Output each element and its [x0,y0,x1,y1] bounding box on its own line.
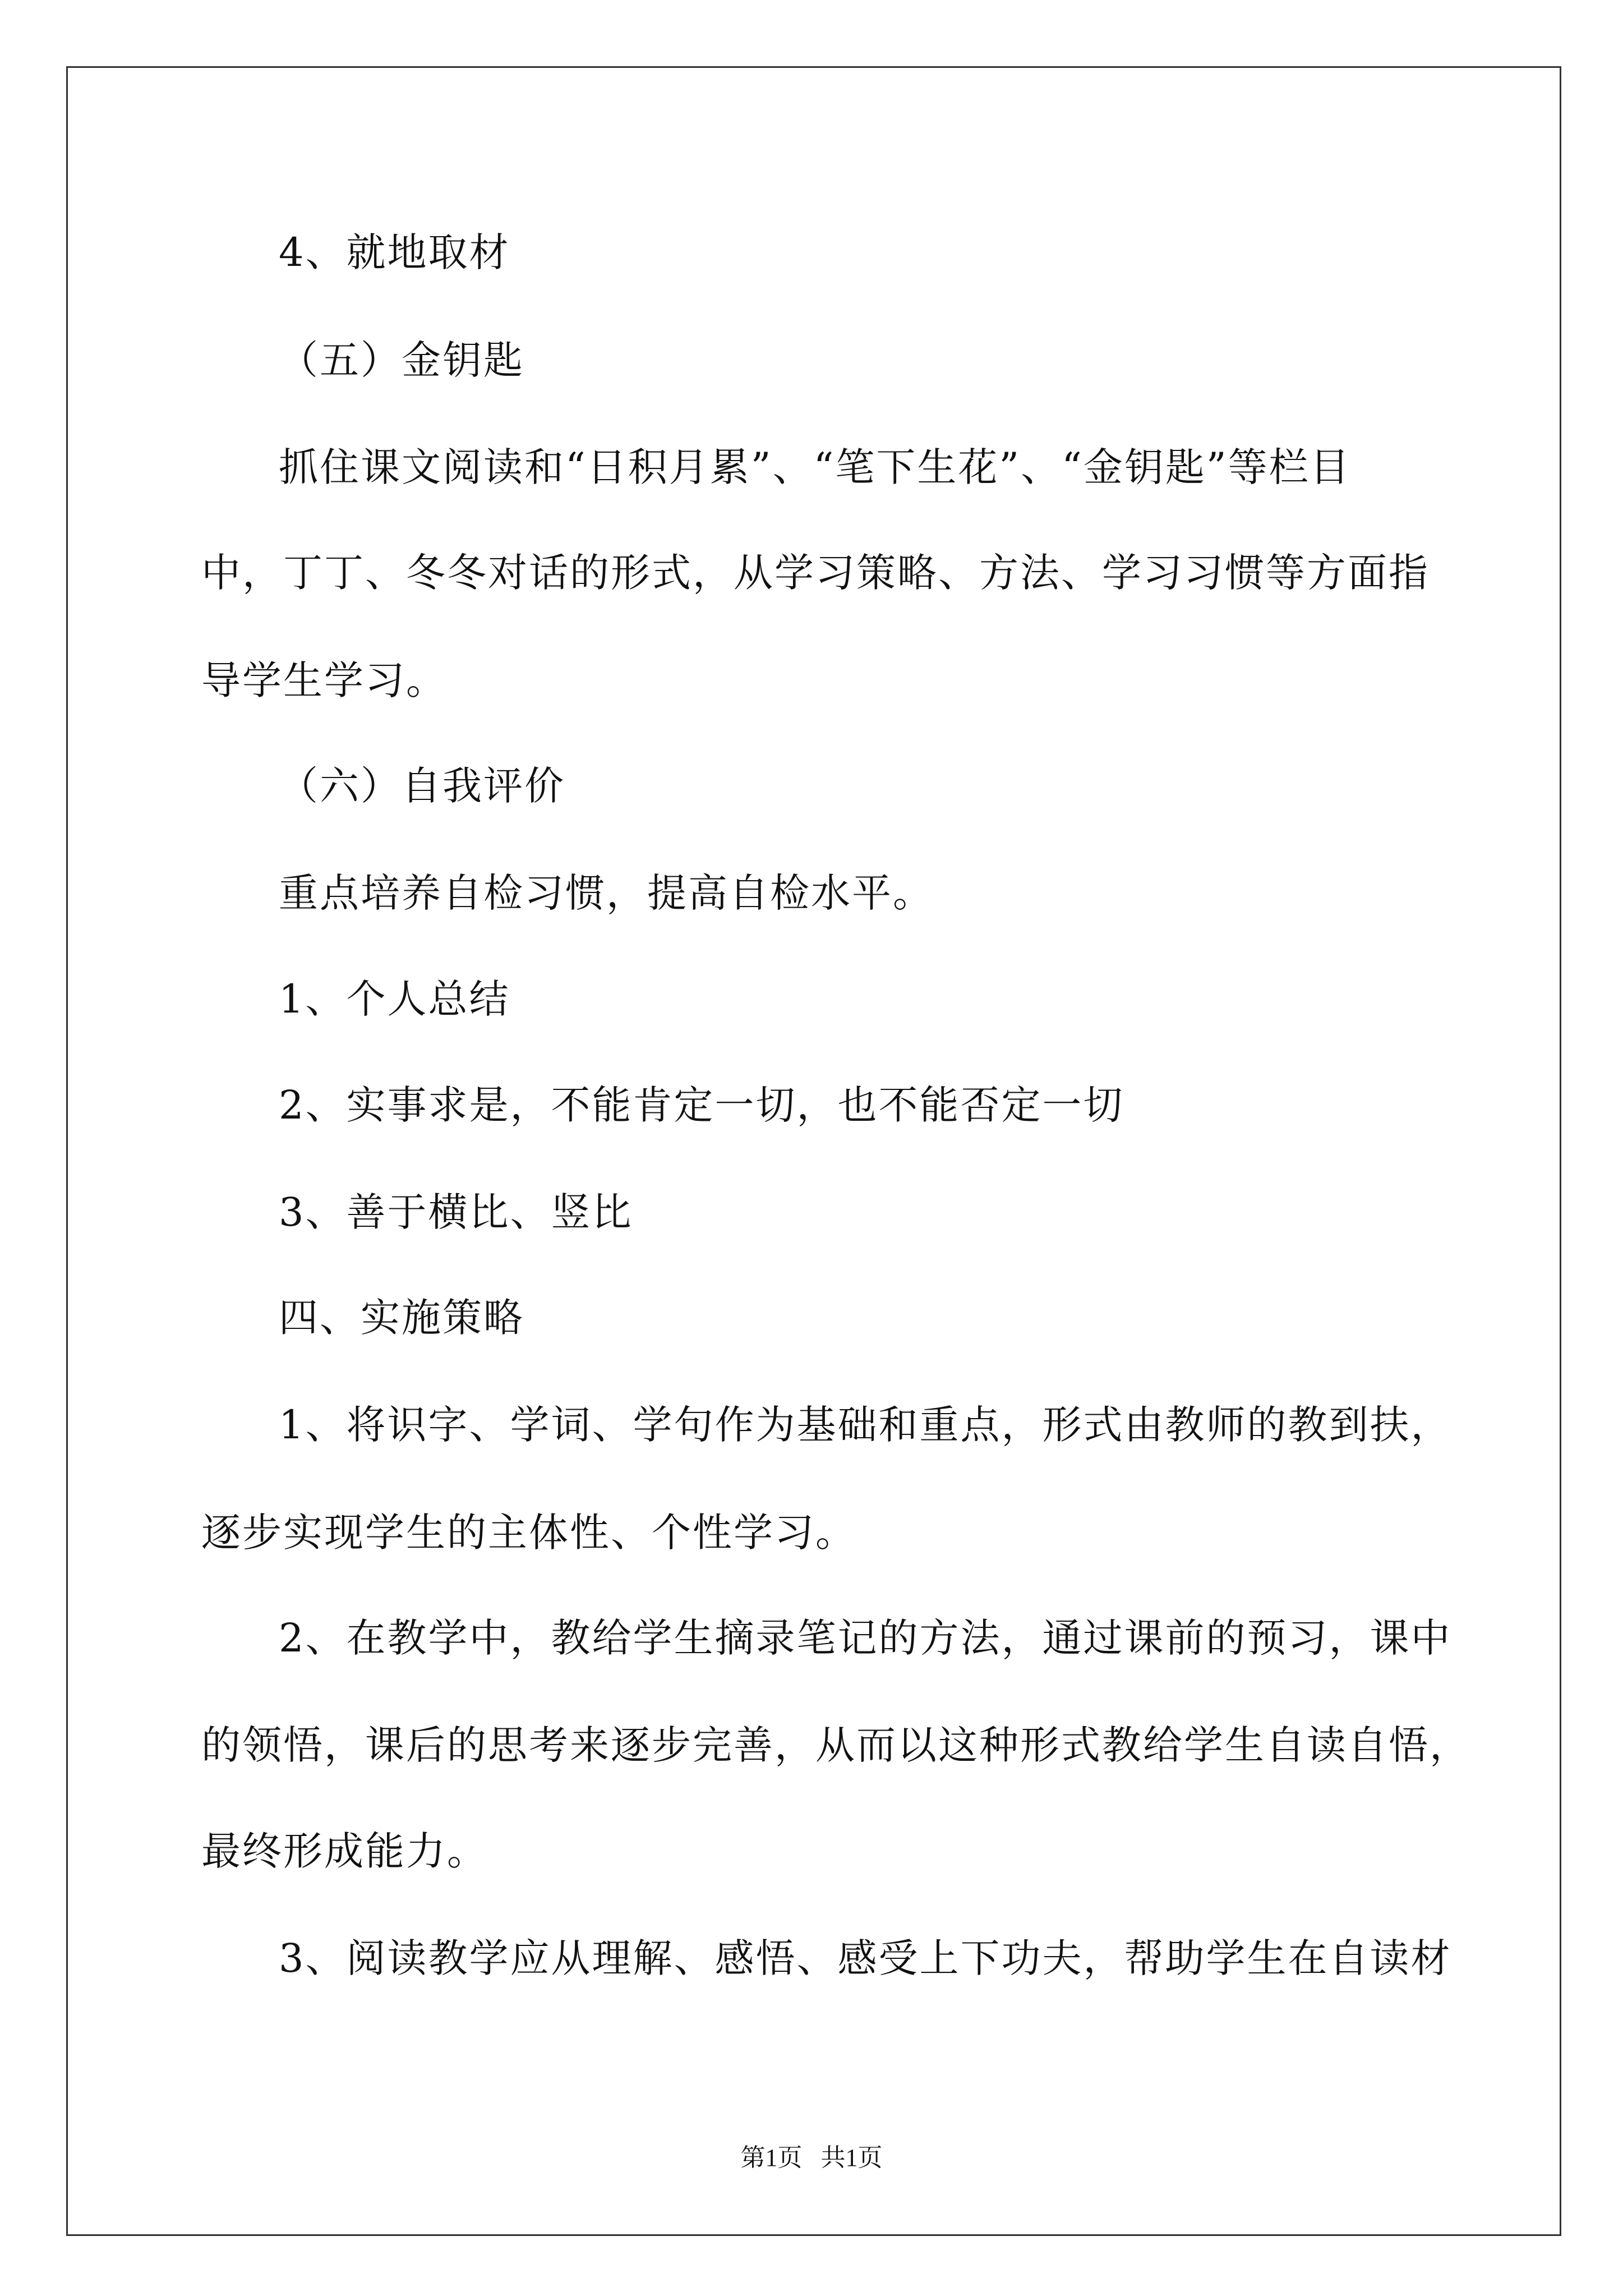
list-item: 2、实事求是，不能肯定一切，也不能否定一切 [279,1082,1124,1128]
text-line: 导学生学习。 [201,657,447,703]
section-heading: （六）自我评价 [279,763,565,809]
section-heading: 四、实施策略 [279,1295,524,1341]
text-line: 最终形成能力。 [201,1828,488,1874]
text-line: 中，丁丁、冬冬对话的形式，从学习策略、方法、学习习惯等方面指 [201,550,1430,596]
page-border [66,66,1561,2236]
list-item: 2、在教学中，教给学生摘录笔记的方法，通过课前的预习，课中 [279,1615,1452,1661]
list-item: 1、将识字、学词、学句作为基础和重点，形式由教师的教到扶， [279,1402,1452,1448]
text-line: 4、就地取材 [279,229,510,275]
section-heading: （五）金钥匙 [279,337,524,383]
text-line: 的领悟，课后的思考来逐步完善，从而以这种形式教给学生自读自悟， [201,1722,1470,1768]
text-line: 抓住课文阅读和“日积月累”、“笔下生花”、“金钥匙”等栏目 [279,444,1351,490]
list-item: 1、个人总结 [279,976,510,1022]
page-footer: 第1页 共1页 [740,2144,883,2171]
list-item: 3、阅读教学应从理解、感悟、感受上下功夫，帮助学生在自读材 [279,1935,1452,1981]
text-line: 重点培养自检习惯，提高自检水平。 [279,870,934,916]
text-line: 逐步实现学生的主体性、个性学习。 [201,1510,856,1556]
list-item: 3、善于横比、竖比 [279,1189,633,1235]
